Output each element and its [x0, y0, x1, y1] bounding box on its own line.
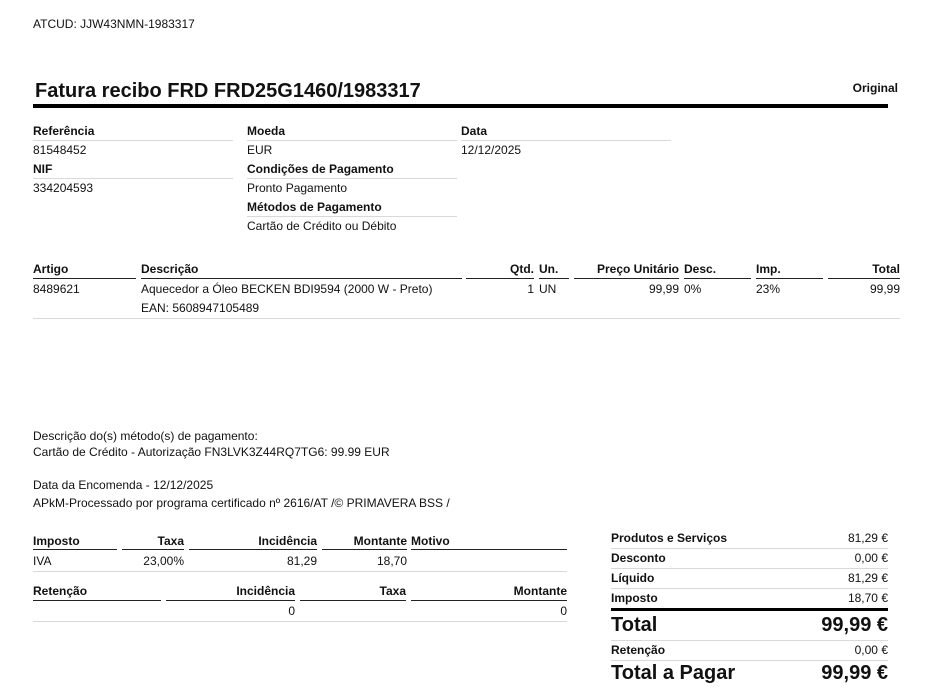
- ret-header-rule: [300, 600, 406, 601]
- tax-row-incidencia: 81,29: [286, 554, 317, 568]
- row-descricao: Aquecedor a Óleo BECKEN BDI9594 (2000 W - Preto): [141, 282, 433, 296]
- certification-text: APkM-Processado por programa certificado nº 2616/AT /© PRIMAVERA BSS /: [33, 496, 450, 510]
- payment-detail: Cartão de Crédito - Autorização FN3LVK3Z44RQ7TG6: 99.99 EUR: [33, 445, 390, 459]
- tax-col-imposto: Imposto: [33, 534, 80, 548]
- total-label: Total: [611, 614, 658, 636]
- moeda-label: Moeda: [247, 124, 286, 138]
- header-rule: [466, 278, 534, 279]
- divider: [33, 140, 233, 141]
- row-divider: [33, 621, 567, 622]
- copy-label: Original: [852, 81, 898, 95]
- produtos-value: 81,29 €: [847, 531, 888, 545]
- tax-header-rule: [122, 549, 184, 550]
- tax-row-taxa: 23,00%: [143, 554, 184, 568]
- ret-col-retencao: Retenção: [33, 584, 88, 598]
- row-preco: 99,99: [648, 282, 679, 296]
- condicoes-value: Pronto Pagamento: [247, 181, 348, 195]
- divider: [247, 140, 457, 141]
- col-qtd: Qtd.: [510, 262, 534, 276]
- row-ean: EAN: 5608947105489: [141, 301, 260, 315]
- imposto-value: 18,70 €: [847, 591, 888, 605]
- order-date: Data da Encomenda - 12/12/2025: [33, 478, 214, 492]
- referencia-label: Referência: [33, 124, 95, 138]
- tax-row-imposto: IVA: [33, 554, 52, 568]
- divider: [611, 640, 888, 641]
- row-desc: 0%: [684, 282, 702, 296]
- tax-col-taxa: Taxa: [157, 534, 184, 548]
- row-artigo: 8489621: [33, 282, 80, 296]
- ret-header-rule: [33, 600, 161, 601]
- col-un: Un.: [539, 262, 559, 276]
- tax-col-incidencia: Incidência: [258, 534, 317, 548]
- ret-col-taxa: Taxa: [379, 584, 406, 598]
- title-rule: [33, 104, 888, 108]
- divider: [247, 216, 457, 217]
- ret-header-rule: [166, 600, 295, 601]
- col-artigo: Artigo: [33, 262, 69, 276]
- col-preco: Preço Unitário: [596, 262, 679, 276]
- retencao-value: 0,00 €: [854, 643, 888, 657]
- document-title: Fatura recibo FRD FRD25G1460/1983317: [35, 80, 421, 102]
- tax-header-rule: [189, 549, 317, 550]
- data-label: Data: [461, 124, 488, 138]
- liquido-label: Líquido: [611, 571, 655, 585]
- col-descricao: Descrição: [141, 262, 199, 276]
- row-divider: [33, 571, 567, 572]
- payment-label: Descrição do(s) método(s) de pagamento:: [33, 429, 258, 443]
- tax-col-motivo: Motivo: [411, 534, 450, 548]
- divider: [611, 568, 888, 569]
- row-qtd: 1: [527, 282, 534, 296]
- header-rule: [828, 278, 900, 279]
- divider: [33, 178, 233, 179]
- tax-header-rule: [322, 549, 407, 550]
- col-total: Total: [872, 262, 900, 276]
- row-un: UN: [539, 282, 557, 296]
- condicoes-label: Condições de Pagamento: [247, 162, 394, 176]
- col-imp: Imp.: [756, 262, 781, 276]
- tax-col-montante: Montante: [353, 534, 407, 548]
- data-value: 12/12/2025: [461, 143, 522, 157]
- row-imp: 23%: [756, 282, 781, 296]
- header-rule: [756, 278, 823, 279]
- header-rule: [539, 278, 569, 279]
- moeda-value: EUR: [247, 143, 273, 157]
- total-value: 99,99 €: [821, 614, 888, 636]
- header-rule: [33, 278, 136, 279]
- nif-label: NIF: [33, 162, 53, 176]
- desconto-value: 0,00 €: [854, 551, 888, 565]
- tax-header-rule: [411, 549, 567, 550]
- referencia-value: 81548452: [33, 143, 87, 157]
- ret-row-montante: 0: [560, 604, 567, 618]
- tax-header-rule: [33, 549, 117, 550]
- ret-header-rule: [411, 600, 567, 601]
- header-rule: [141, 278, 462, 279]
- divider: [611, 660, 888, 661]
- divider: [247, 178, 457, 179]
- ret-col-montante: Montante: [513, 584, 567, 598]
- liquido-value: 81,29 €: [847, 571, 888, 585]
- metodos-label: Métodos de Pagamento: [247, 200, 382, 214]
- nif-value: 334204593: [33, 181, 94, 195]
- ret-row-incidencia: 0: [288, 604, 295, 618]
- imposto-label: Imposto: [611, 591, 658, 605]
- total-pagar-value: 99,99 €: [821, 662, 888, 684]
- tax-row-montante: 18,70: [376, 554, 407, 568]
- divider: [461, 140, 671, 141]
- row-divider: [33, 318, 900, 319]
- produtos-label: Produtos e Serviços: [611, 531, 728, 545]
- row-total: 99,99: [869, 282, 900, 296]
- atcud-code: ATCUD: JJW43NMN-1983317: [33, 17, 195, 31]
- retencao-label: Retenção: [611, 643, 666, 657]
- total-pagar-label: Total a Pagar: [611, 662, 736, 684]
- divider: [611, 588, 888, 589]
- divider: [611, 548, 888, 549]
- col-desc: Desc.: [684, 262, 717, 276]
- metodos-value: Cartão de Crédito ou Débito: [247, 219, 397, 233]
- ret-col-incidencia: Incidência: [236, 584, 295, 598]
- header-rule: [684, 278, 751, 279]
- total-rule: [611, 608, 888, 611]
- desconto-label: Desconto: [611, 551, 666, 565]
- header-rule: [574, 278, 679, 279]
